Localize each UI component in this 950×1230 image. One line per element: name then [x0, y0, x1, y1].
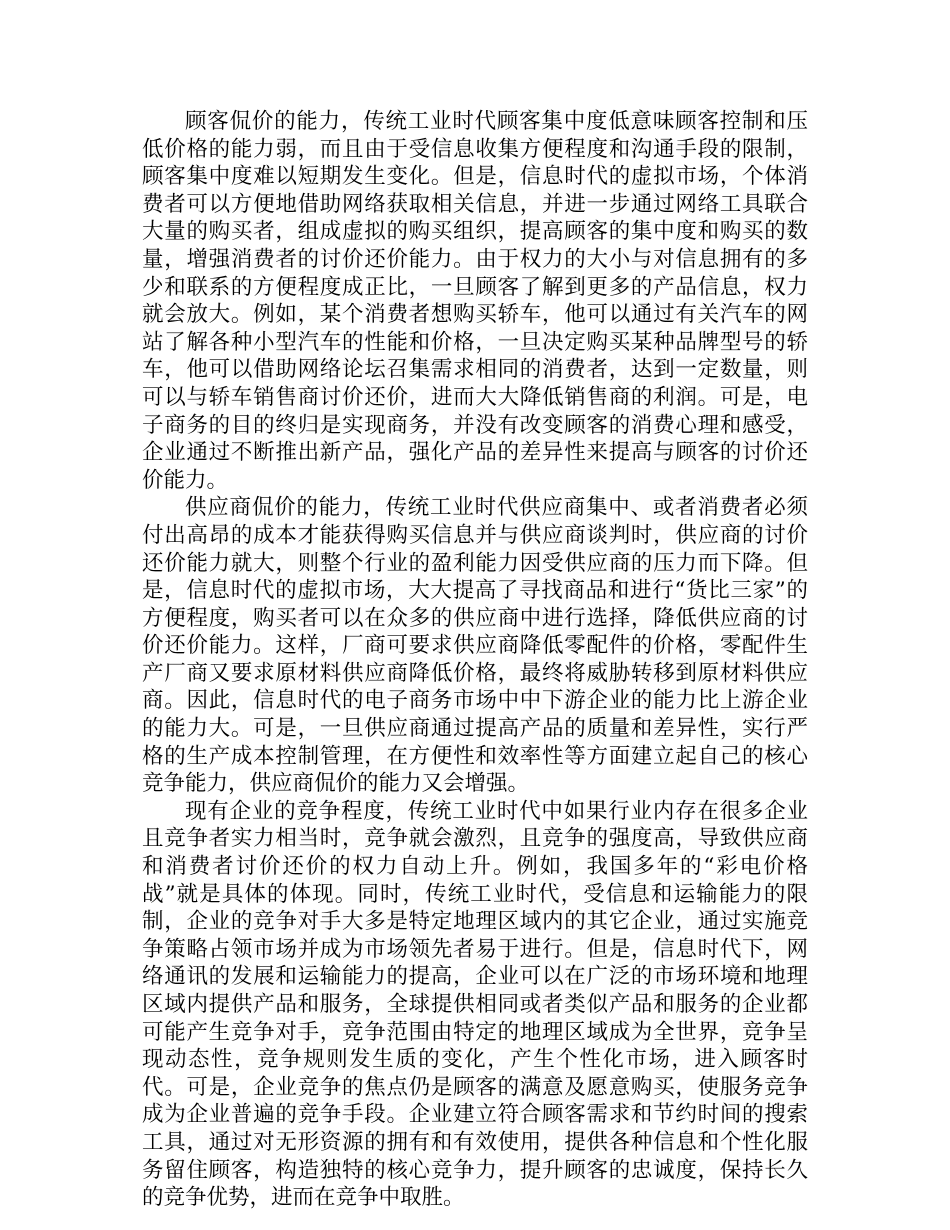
document-page [142, 108, 808, 1212]
paragraph-customer-bargaining: 顾客侃价的能力，传统工业时代顾客集中度低意味顾客控制和压低价格的能力弱，而且由于受信息收集方便程度和沟通手段的限制，顾客集中度难以短期发生变化。但是，信息时代的虚拟市场，个体消费者可以方便地借助网络获取相关信息，并进一步通过网络工具联合大量的购买者，组成虚拟的购买组织，提高顾客的集中度和购买的数量，增强消费者的讨价还价能力。由于权力的大小与对信息拥有的多少和联系的方便程度成正比，一旦顾客了解到更多的产品信息，权力就会放大。例如，某个消费者想购买轿车，他可以通过有关汽车的网站了解各种小型汽车的性能和价格，一旦决定购买某种品牌型号的轿车，他可以借助网络论坛召集需求相同的消费者，达到一定数量，则可以与轿车销售商讨价还价，进而大大降低销售商的利润。可是，电子商务的目的终归是实现商务，并没有改变顾客的消费心理和感受，企业通过不断推出新产品，强化产品的差异性来提高与顾客的讨价还价能力。 [142, 109, 808, 493]
paragraph-existing-competition: 现有企业的竞争程度，传统工业时代中如果行业内存在很多企业且竞争者实力相当时，竞争就会激烈，且竞争的强度高，导致供应商和消费者讨价还价的权力自动上升。例如，我国多年的“彩电价格战”就是具体的体现。同时，传统工业时代，受信息和运输能力的限制，企业的竞争对手大多是特定地理区域内的其它企业，通过实施竞争策略占领市场并成为市场领先者易于进行。但是，信息时代下，网络通讯的发展和运输能力的提高，企业可以在广泛的市场环境和地理区域内提供产品和服务，全球提供相同或者类似产品和服务的企业都可能产生竞争对手，竞争范围由特定的地理区域成为全世界，竞争呈现动态性，竞争规则发生质的变化，产生个性化市场，进入顾客时代。可是，企业竞争的焦点仍是顾客的满意及愿意购买，使服务竞争成为企业普遍的竞争手段。企业建立符合顾客需求和节约时间的搜索工具，通过对无形资源的拥有和有效使用，提供各种信息和个性化服务留住顾客，构造独特的核心竞争力，提升顾客的忠诚度，保持长久的竞争优势，进而在竞争中取胜。 [142, 798, 808, 1211]
paragraph-supplier-bargaining: 供应商侃价的能力，传统工业时代供应商集中、或者消费者必须付出高昂的成本才能获得购买信息并与供应商谈判时，供应商的讨价还价能力就大，则整个行业的盈利能力因受供应商的压力而下降。但是，信息时代的虚拟市场，大大提高了寻找商品和进行“货比三家”的方便程度，购买者可以在众多的供应商中进行选择，降低供应商的讨价还价能力。这样，厂商可要求供应商降低零配件的价格，零配件生产厂商又要求原材料供应商降低价格，最终将威胁转移到原材料供应商。因此，信息时代的电子商务市场中中下游企业的能力比上游企业的能力大。可是，一旦供应商通过提高产品的质量和差异性，实行严格的生产成本控制管理，在方便性和效率性等方面建立起自己的核心竞争能力，供应商侃价的能力又会增强。 [142, 495, 808, 797]
